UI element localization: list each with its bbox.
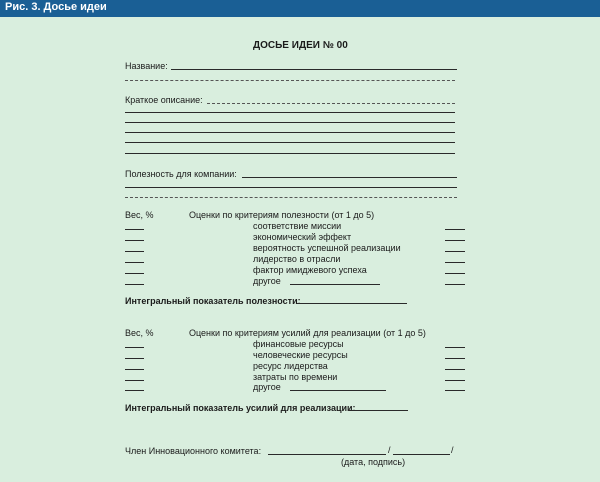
effort-total-label: Интегральный показатель усилий для реализации: (125, 403, 356, 413)
score-field[interactable] (445, 390, 465, 391)
weight-field[interactable] (125, 380, 144, 381)
weight-field[interactable] (125, 229, 144, 230)
weight-header-2: Вес, % (125, 328, 154, 338)
criterion-label: другое (253, 382, 281, 392)
score-field[interactable] (445, 251, 465, 252)
criterion-label: вероятность успешной реализации (253, 243, 401, 253)
score-field[interactable] (445, 262, 465, 263)
usefulness-line[interactable] (125, 197, 457, 198)
weight-field[interactable] (125, 358, 144, 359)
name-line-2[interactable] (125, 80, 455, 81)
usefulness-total-label: Интегральный показатель полезности: (125, 296, 301, 306)
description-line[interactable] (125, 142, 455, 143)
form-title: ДОСЬЕ ИДЕИ № 00 (253, 40, 348, 51)
description-line[interactable] (125, 132, 455, 133)
weight-header-1: Вес, % (125, 210, 154, 220)
criterion-label: ресурс лидерства (253, 361, 328, 371)
criteria-header-1: Оценки по критериям полезности (от 1 до 5) (189, 210, 375, 220)
score-field[interactable] (445, 229, 465, 230)
weight-field[interactable] (125, 284, 144, 285)
weight-field[interactable] (125, 262, 144, 263)
weight-field[interactable] (125, 251, 144, 252)
other-criterion-line[interactable] (290, 284, 380, 285)
description-label: Краткое описание: (125, 95, 203, 105)
criterion-label: лидерство в отрасли (253, 254, 341, 264)
committee-member-label: Член Инновационного комитета: (125, 446, 262, 456)
weight-field[interactable] (125, 347, 144, 348)
criterion-label: человеческие ресурсы (253, 350, 348, 360)
signature-date-field[interactable] (393, 454, 450, 455)
signature-hint: (дата, подпись) (341, 457, 406, 467)
description-line[interactable] (207, 103, 455, 104)
score-field[interactable] (445, 358, 465, 359)
criterion-label: финансовые ресурсы (253, 339, 344, 349)
criterion-label: другое (253, 276, 281, 286)
usefulness-total-field[interactable] (297, 303, 407, 304)
description-line[interactable] (125, 122, 455, 123)
weight-field[interactable] (125, 240, 144, 241)
criterion-label: фактор имиджевого успеха (253, 265, 367, 275)
weight-field[interactable] (125, 390, 144, 391)
score-field[interactable] (445, 347, 465, 348)
usefulness-line[interactable] (125, 187, 457, 188)
score-field[interactable] (445, 369, 465, 370)
usefulness-label: Полезность для компании: (125, 169, 237, 179)
signature-slash: / (388, 445, 391, 455)
name-label: Название: (125, 61, 168, 71)
criterion-label: соответствие миссии (253, 221, 342, 231)
criterion-label: экономический эффект (253, 232, 352, 242)
score-field[interactable] (445, 284, 465, 285)
member-name-field[interactable] (268, 454, 386, 455)
weight-field[interactable] (125, 369, 144, 370)
signature-slash: / (451, 445, 454, 455)
name-line[interactable] (171, 69, 457, 70)
description-line[interactable] (125, 112, 455, 113)
criteria-header-2: Оценки по критериям усилий для реализации (от 1 до 5) (189, 328, 426, 338)
usefulness-line[interactable] (242, 177, 457, 178)
score-field[interactable] (445, 273, 465, 274)
score-field[interactable] (445, 380, 465, 381)
other-criterion-line[interactable] (290, 390, 386, 391)
criterion-label: затраты по времени (253, 372, 338, 382)
score-field[interactable] (445, 240, 465, 241)
description-line[interactable] (125, 153, 455, 154)
weight-field[interactable] (125, 273, 144, 274)
figure-caption-bar (0, 0, 600, 17)
effort-total-field[interactable] (348, 410, 408, 411)
figure-caption: Рис. 3. Досье идеи (5, 1, 107, 13)
